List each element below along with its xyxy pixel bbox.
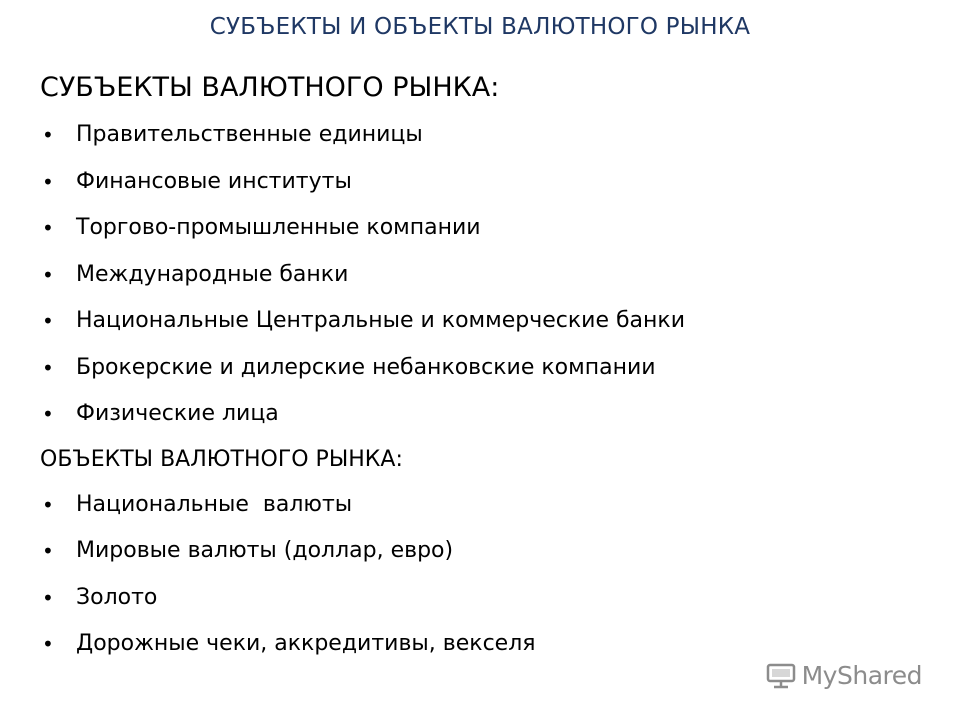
list-item — [40, 166, 920, 198]
list-item-text: Дорожные чеки, аккредитивы, векселя — [76, 631, 536, 656]
objects-list — [40, 489, 920, 661]
list-item — [40, 582, 920, 614]
subjects-list — [40, 119, 920, 430]
bullet-icon: • — [42, 262, 54, 287]
bullet-icon: • — [42, 355, 54, 380]
slide-title: СУБЪЕКТЫ И ОБЪЕКТЫ ВАЛЮТНОГО РЫНКА — [209, 14, 751, 40]
presentation-screen-icon — [766, 663, 796, 689]
list-item — [40, 119, 920, 151]
bullet-icon: • — [42, 216, 54, 240]
bullet-icon: • — [42, 169, 54, 194]
list-item — [40, 398, 920, 430]
bullet-icon: • — [42, 402, 54, 426]
list-item — [40, 259, 920, 291]
list-item — [40, 352, 920, 384]
list-item — [40, 628, 920, 660]
list-item-text: Физические лица — [76, 401, 279, 426]
bullet-icon: • — [42, 539, 54, 563]
bullet-icon: • — [42, 492, 54, 517]
list-item-text: Мировые валюты (доллар, евро) — [76, 538, 454, 563]
list-item-text: Правительственные единицы — [76, 122, 423, 147]
list-item-text: Национальные валюты — [76, 491, 353, 517]
slide-content — [40, 72, 920, 675]
list-item-text: Торгово-промышленные компании — [76, 215, 481, 240]
bullet-icon: • — [42, 123, 54, 147]
list-item-text: Национальные Центральные и коммерческие банки — [76, 308, 685, 333]
list-item — [40, 305, 920, 337]
bullet-icon: • — [42, 632, 54, 656]
list-item-text: Золото — [76, 584, 158, 610]
bullet-icon: • — [42, 585, 54, 610]
objects-heading: ОБЪЕКТЫ ВАЛЮТНОГО РЫНКА: — [40, 446, 403, 472]
bullet-icon: • — [42, 309, 54, 333]
watermark-logo — [766, 661, 922, 690]
list-item — [40, 535, 920, 567]
list-item-text: Международные банки — [76, 261, 349, 287]
subjects-heading: СУБЪЕКТЫ ВАЛЮТНОГО РЫНКА: — [40, 72, 500, 103]
watermark-text: MyShared — [801, 661, 922, 690]
list-item — [40, 212, 920, 244]
list-item-text: Финансовые институты — [76, 168, 352, 194]
list-item — [40, 489, 920, 521]
list-item-text: Брокерские и дилерские небанковские компании — [76, 354, 656, 380]
